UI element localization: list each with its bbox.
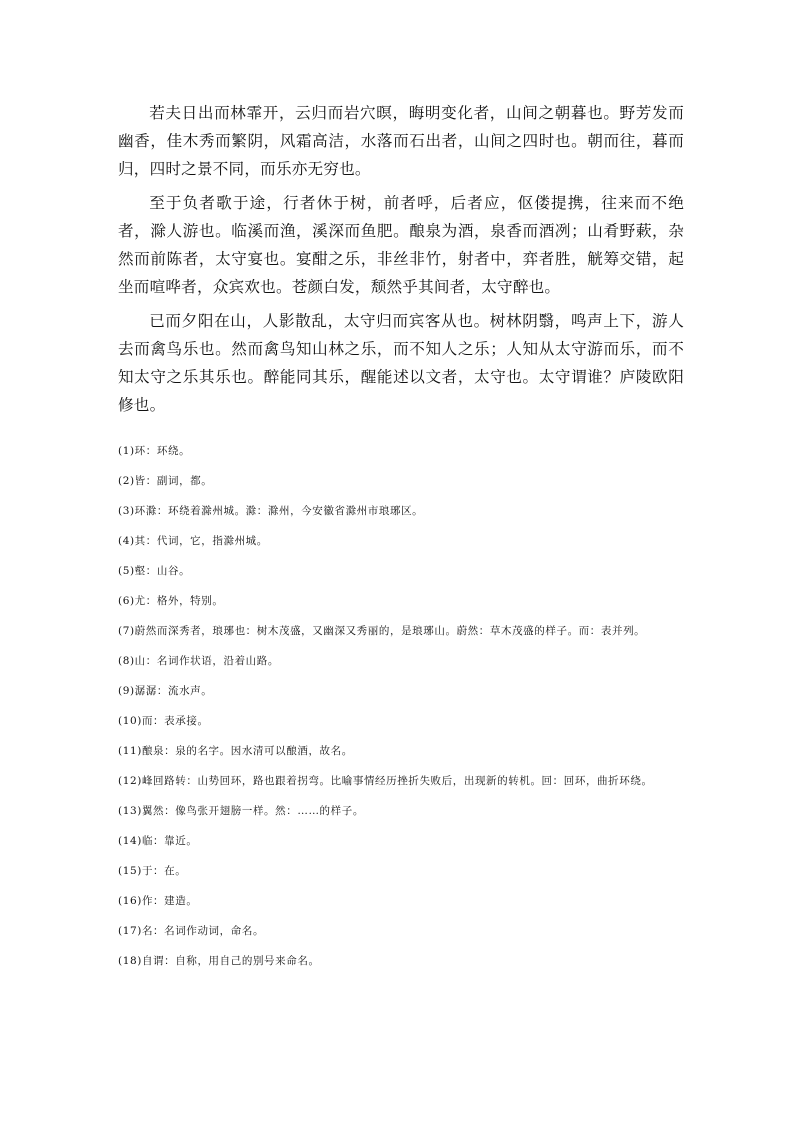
annotation-item: (2)皆：副词，都。 bbox=[118, 475, 213, 487]
annotation-item: (17)名：名词作动词，命名。 bbox=[118, 925, 265, 937]
annotation-item: (9)潺潺：流水声。 bbox=[118, 685, 213, 697]
annotation-item: (18)自谓：自称，用自己的别号来命名。 bbox=[118, 955, 320, 967]
annotation-item: (12)峰回路转：山势回环，路也跟着拐弯。比喻事情经历挫折失败后，出现新的转机。回：回环，曲折环绕。 bbox=[118, 775, 653, 787]
annotation-item: (4)其：代词，它，指滁州城。 bbox=[118, 535, 268, 547]
annotation-item: (10)而：表承接。 bbox=[118, 715, 209, 727]
annotation-item: (8)山：名词作状语，沿着山路。 bbox=[118, 655, 279, 667]
essay-paragraph-1: 若夫日出而林霏开，云归而岩穴暝，晦明变化者，山间之朝暮也。野芳发而幽香，佳木秀而繁阴，风霜高洁，水落而石出者，山间之四时也。朝而往，暮而归，四时之景不同，而乐亦无穷也。 bbox=[118, 104, 684, 178]
annotation-item: (3)环滁：环绕着滁州城。滁：滁州，今安徽省滁州市琅琊区。 bbox=[118, 505, 424, 517]
annotation-item: (5)壑：山谷。 bbox=[118, 565, 191, 577]
annotation-list bbox=[118, 436, 684, 976]
essay-body bbox=[118, 99, 684, 425]
annotation-item: (16)作：建造。 bbox=[118, 895, 198, 907]
annotation-item: (11)酿泉：泉的名字。因水清可以酿酒，故名。 bbox=[118, 745, 353, 757]
annotation-item: (15)于：在。 bbox=[118, 865, 187, 877]
annotation-item: (6)尤：格外，特别。 bbox=[118, 595, 224, 607]
annotation-item: (1)环：环绕。 bbox=[118, 445, 191, 457]
annotation-item: (14)临：靠近。 bbox=[118, 835, 198, 847]
annotation-item: (7)蔚然而深秀者，琅琊也：树木茂盛，又幽深又秀丽的，是琅琊山。蔚然：草木茂盛的样子。而：表并列。 bbox=[118, 625, 646, 637]
essay-paragraph-2: 至于负者歌于途，行者休于树，前者呼，后者应，伛偻提携，往来而不绝者，滁人游也。临溪而渔，溪深而鱼肥。酿泉为酒，泉香而酒冽；山肴野蔌，杂然而前陈者，太守宴也。宴酣之乐，非丝非竹，射者中，弈者胜，觥筹交错，起坐而喧哗者，众宾欢也。苍颜白发，颓然乎其间者，太守醉也。 bbox=[118, 194, 684, 296]
essay-paragraph-3: 已而夕阳在山，人影散乱，太守归而宾客从也。树林阴翳，鸣声上下，游人去而禽鸟乐也。然而禽鸟知山林之乐，而不知人之乐；人知从太守游而乐，而不知太守之乐其乐也。醉能同其乐，醒能述以文者，太守也。太守谓谁？庐陵欧阳修也。 bbox=[118, 312, 684, 414]
annotation-item: (13)翼然：像鸟张开翅膀一样。然：……的样子。 bbox=[118, 805, 364, 817]
